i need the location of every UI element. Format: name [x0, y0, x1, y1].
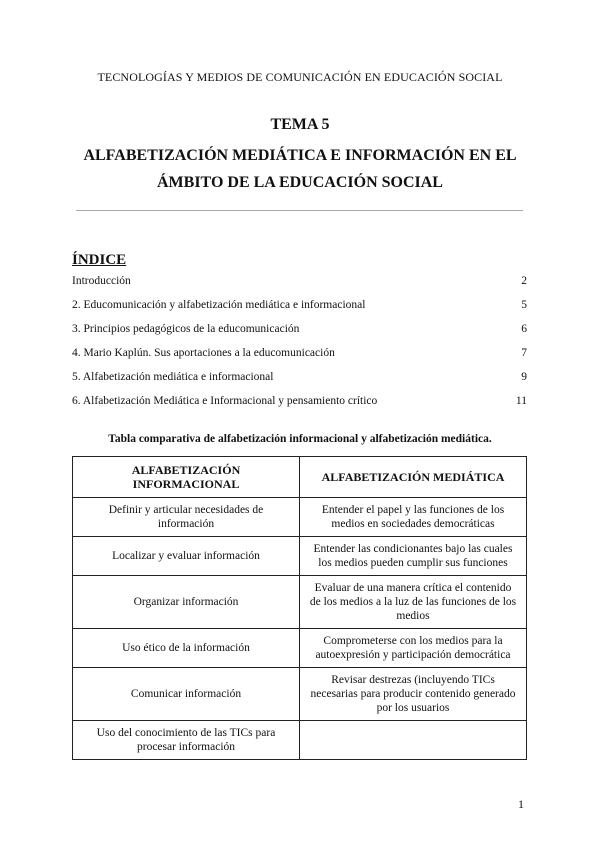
table-cell: Definir y articular necesidades de información: [73, 498, 300, 537]
page-number: 1: [518, 797, 524, 811]
toc-entry[interactable]: [72, 320, 527, 344]
toc-entry[interactable]: [72, 392, 527, 416]
table-of-contents: [72, 272, 527, 416]
table-row: [73, 668, 527, 721]
running-header: TECNOLOGÍAS Y MEDIOS DE COMUNICACIÓN EN EDUCACIÓN SOCIAL: [97, 70, 503, 84]
toc-entry-label: 5. Alfabetización mediática e informacional: [72, 371, 274, 383]
topic-number: TEMA 5: [270, 116, 330, 133]
table-cell: Revisar destrezas (incluyendo TICs necesarias para producir contenido generado por los usuarios: [300, 668, 527, 721]
table-row: [73, 537, 527, 576]
table-cell: Organizar información: [73, 576, 300, 629]
table-header-row: [73, 457, 527, 498]
toc-entry-label: 3. Principios pedagógicos de la educomunicación: [72, 323, 300, 335]
table-cell: Evaluar de una manera crítica el contenido de los medios a la luz de las funciones de los medios: [300, 576, 527, 629]
toc-entry[interactable]: [72, 368, 527, 392]
toc-entry[interactable]: [72, 296, 527, 320]
table-cell: Entender el papel y las funciones de los medios en sociedades democráticas: [300, 498, 527, 537]
toc-entry-label: 2. Educomunicación y alfabetización mediática e informacional: [72, 299, 366, 311]
title-line-1: ALFABETIZACIÓN MEDIÁTICA E INFORMACIÓN EN EL: [83, 147, 517, 164]
column-header: ALFABETIZACIÓN INFORMACIONAL: [73, 457, 300, 498]
title-line-2: ÁMBITO DE LA EDUCACIÓN SOCIAL: [157, 174, 443, 191]
page-title: [40, 142, 560, 196]
table-cell: Entender las condicionantes bajo las cuales los medios pueden cumplir sus funciones: [300, 537, 527, 576]
toc-entry-page: 6: [521, 323, 527, 335]
toc-entry-page: 2: [521, 275, 527, 287]
table-row: [73, 629, 527, 668]
table-cell: Uso del conocimiento de las TICs para procesar información: [73, 721, 300, 760]
table-cell: Comprometerse con los medios para la autoexpresión y participación democrática: [300, 629, 527, 668]
divider: [76, 210, 523, 211]
comparison-table: [72, 456, 527, 760]
table-cell: Comunicar información: [73, 668, 300, 721]
toc-entry[interactable]: [72, 272, 527, 296]
table-cell: Localizar y evaluar información: [73, 537, 300, 576]
toc-entry-page: 11: [515, 395, 527, 407]
toc-entry-page: 9: [521, 371, 527, 383]
table-row: [73, 721, 527, 760]
table-cell: Uso ético de la información: [73, 629, 300, 668]
table-caption: Tabla comparativa de alfabetización informacional y alfabetización mediática.: [108, 433, 492, 445]
table-row: [73, 576, 527, 629]
toc-entry-label: 4. Mario Kaplún. Sus aportaciones a la educomunicación: [72, 347, 335, 359]
index-title: ÍNDICE: [72, 252, 127, 268]
table-cell: [300, 721, 527, 760]
toc-entry-page: 7: [521, 347, 527, 359]
column-header: ALFABETIZACIÓN MEDIÁTICA: [300, 457, 527, 498]
toc-entry-label: 6. Alfabetización Mediática e Informacional y pensamiento crítico: [72, 395, 378, 407]
table-row: [73, 498, 527, 537]
toc-entry-label: Introducción: [72, 275, 131, 287]
toc-entry[interactable]: [72, 344, 527, 368]
toc-entry-page: 5: [521, 299, 527, 311]
